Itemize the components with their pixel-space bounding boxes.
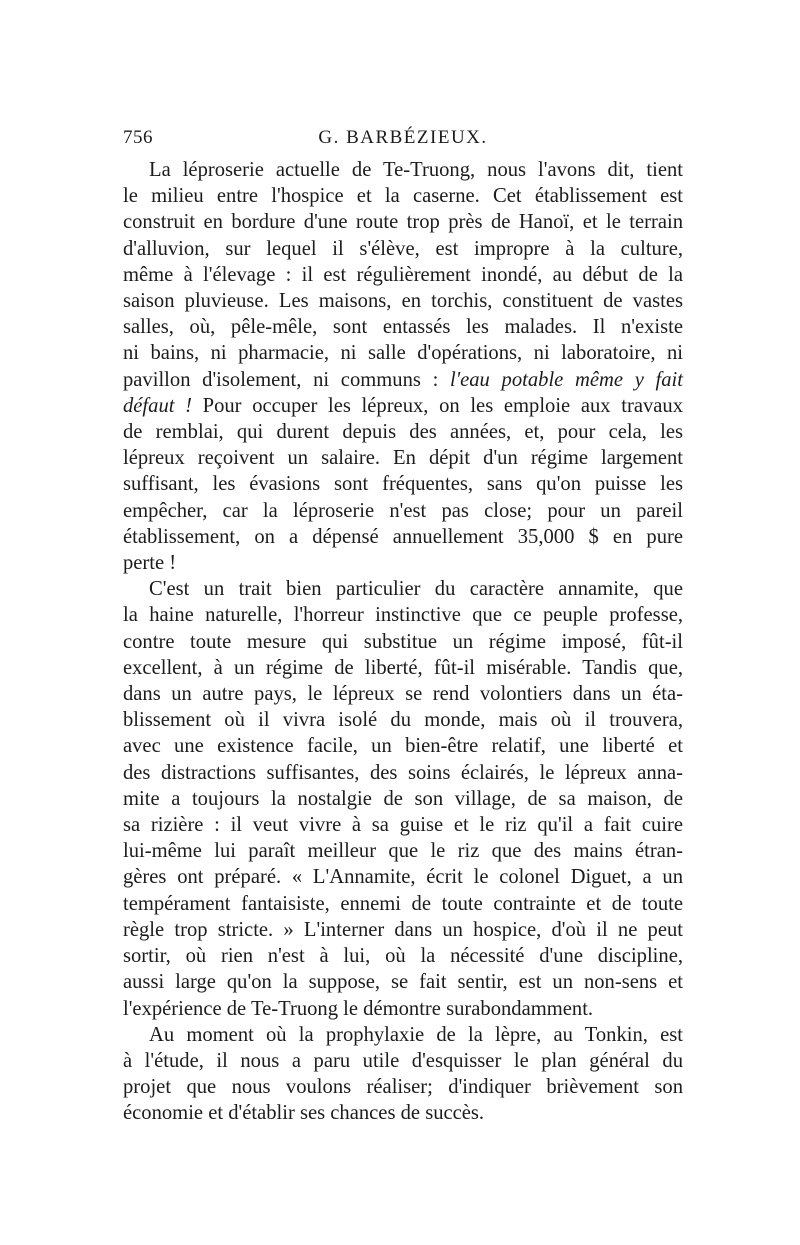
paragraph-3 [123,1022,683,1127]
text-line: salles, où, pêle-mêle, sont entassés les malades. Il n'existe [123,316,683,339]
text-line: Au moment où la prophylaxie de la lèpre, au Tonkin, est [149,1023,683,1046]
text-line: des distractions suffisantes, des soins éclairés, le lépreux anna- [123,761,683,784]
italic-quote: défaut ! [123,394,192,417]
text-line: établissement, on a dépensé annuellement 35,000 $ en pure [123,525,683,548]
text-line: lui-même lui paraît meilleur que le riz que des mains étran- [123,840,683,863]
text-line: l'expérience de Te-Truong le démontre surabondamment. [123,997,594,1020]
text-segment: pavillon d'isolement, ni communs : [123,368,450,391]
text-line: projet que nous voulons réaliser; d'indiquer brièvement son [123,1076,683,1099]
text-line: économie et d'établir ses chances de succès. [123,1102,485,1125]
body-text [123,157,683,1127]
text-line: même à l'élevage : il est régulièrement inondé, au début de la [123,263,683,286]
text-segment: Pour occuper les lépreux, on les emploie aux travaux [191,394,683,417]
text-line: mite a toujours la nostalgie de son village, de sa maison, de [123,787,683,810]
running-head: G. BARBÉZIEUX. [318,127,488,148]
text-line: lépreux reçoivent un salaire. En dépit d'un régime largement [123,447,683,470]
text-line: saison pluvieuse. Les maisons, en torchis, constituent de vastes [123,290,683,313]
text-line: le milieu entre l'hospice et la caserne. Cet établissement est [123,185,683,208]
text-line: construit en bordure d'une route trop près de Hanoï, et le terrain [123,211,683,234]
text-line: d'alluvion, sur lequel il s'élève, est impropre à la culture, [123,237,683,260]
page-number: 756 [123,127,153,148]
text-line: sortir, où rien n'est à lui, où la nécessité d'une discipline, [123,945,683,968]
text-line: à l'étude, il nous a paru utile d'esquisser le plan général du [123,1049,683,1072]
text-line [123,367,683,393]
text-line: contre toute mesure qui substitue un régime imposé, fût-il [123,630,683,653]
text-line: blissement où il vivra isolé du monde, mais où il trouvera, [123,709,683,732]
text-line: avec une existence facile, un bien-être relatif, une liberté et [123,735,683,758]
text-line: perte ! [123,552,177,575]
text-line: de remblai, qui durent depuis des années, et, pour cela, les [123,421,683,444]
text-line: C'est un trait bien particulier du caractère annamite, que [149,578,683,601]
text-line: La léproserie actuelle de Te-Truong, nous l'avons dit, tient [149,159,683,181]
paragraph-1 [123,157,683,576]
page-header [123,127,683,153]
text-line: suffisant, les évasions sont fréquentes, sans qu'on puisse les [123,473,683,496]
text-line [123,393,683,419]
text-line: dans un autre pays, le lépreux se rend volontiers dans un éta- [123,683,683,706]
text-line: sa rizière : il veut vivre à sa guise et le riz qu'il a fait cuire [123,814,683,837]
paragraph-2 [123,576,683,1021]
text-line: excellent, à un régime de liberté, fût-il misérable. Tandis que, [123,656,683,679]
text-line: tempérament fantaisiste, ennemi de toute contrainte et de toute [123,892,683,915]
italic-quote: l'eau potable même y fait [449,368,683,391]
text-line: aussi large qu'on la suppose, se fait sentir, est un non-sens et [123,971,683,994]
text-line: la haine naturelle, l'horreur instinctive que ce peuple professe, [123,604,683,627]
text-line: empêcher, car la léproserie n'est pas close; pour un pareil [123,499,683,522]
text-line: ni bains, ni pharmacie, ni salle d'opérations, ni laboratoire, ni [123,342,683,365]
text-line: gères ont préparé. « L'Annamite, écrit le colonel Diguet, a un [123,866,683,889]
text-line: règle trop stricte. » L'interner dans un hospice, d'où il ne peut [123,918,683,941]
